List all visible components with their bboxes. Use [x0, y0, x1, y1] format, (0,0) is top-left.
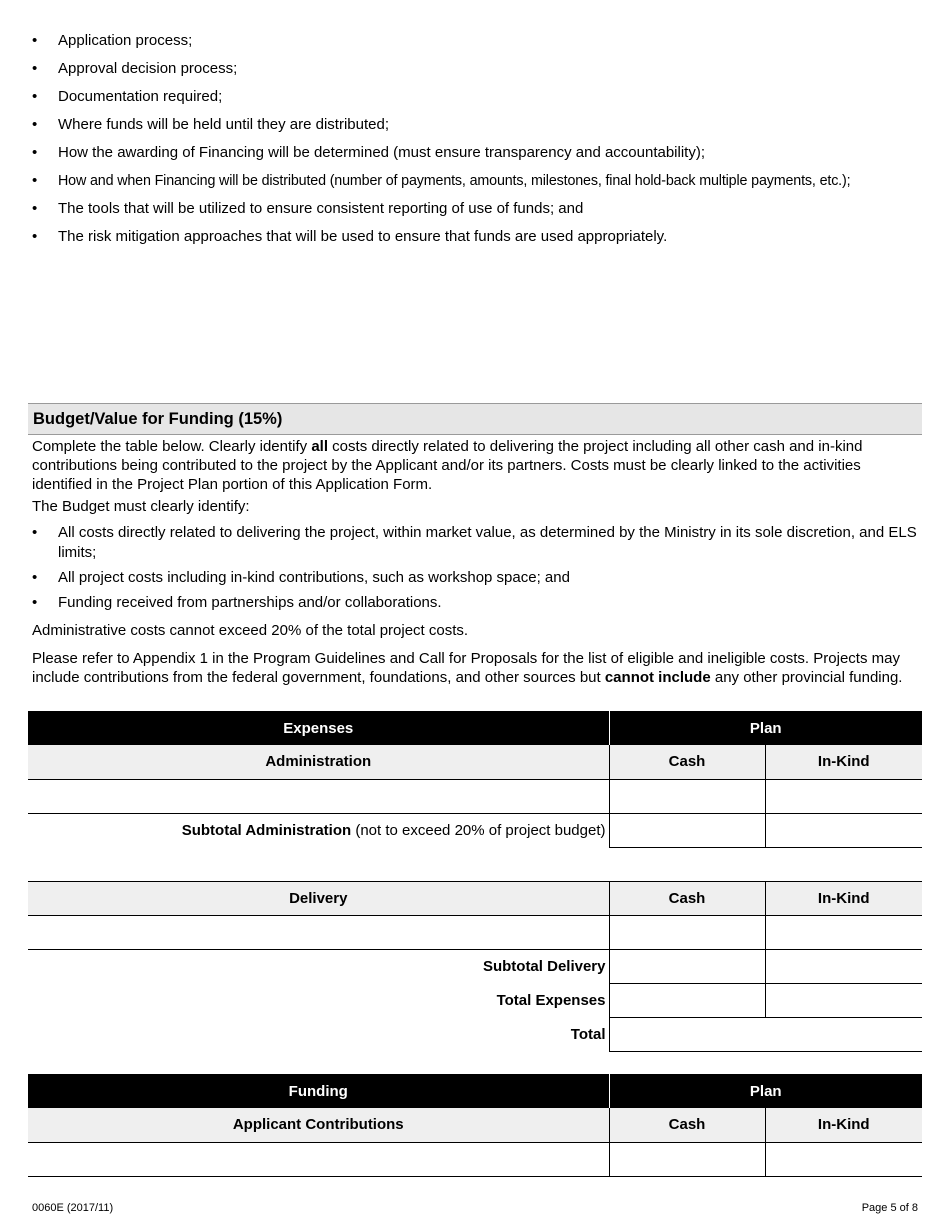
subtotal-administration-label: Subtotal Administration (not to exceed 20% of project budget): [181, 821, 606, 839]
list-item: • How the awarding of Financing will be determined (must ensure transparency and accountability);: [28, 142, 928, 170]
list-item: • How and when Financing will be distributed (number of payments, amounts, milestones, final hold-back multiple payments, etc.);: [28, 170, 928, 198]
subtotal-delivery-cash-field[interactable]: [609, 949, 765, 983]
bullet-icon: •: [32, 60, 38, 77]
administration-header: Administration: [28, 745, 609, 779]
list-item: • Where funds will be held until they are distributed;: [28, 114, 928, 142]
funding-table: [28, 1074, 922, 1177]
bullet-icon: •: [32, 88, 38, 105]
table-row: [28, 1142, 922, 1176]
list-item: • All costs directly related to delivering the project, within market value, as determined by the Ministry in its sole discretion, and ELS limits;: [32, 524, 917, 561]
bullet-icon: •: [32, 32, 38, 49]
budget-bullet-list: [28, 523, 922, 618]
delivery-inkind-input[interactable]: [765, 915, 922, 949]
bullet-icon: •: [32, 144, 38, 161]
page-number: Page 5 of 8: [861, 1202, 918, 1214]
plan-header: Plan: [609, 1074, 922, 1108]
cash-header: Cash: [609, 881, 765, 915]
table-header-row: [28, 1074, 922, 1108]
budget-section-title: Budget/Value for Funding (15%): [28, 403, 922, 435]
list-item: • The risk mitigation approaches that will be used to ensure that funds are used appropriately.: [28, 226, 928, 254]
administration-inkind-input[interactable]: [765, 779, 922, 813]
admin-cost-note: Administrative costs cannot exceed 20% of the total project costs.: [32, 622, 469, 639]
total-field[interactable]: [609, 1017, 922, 1051]
inkind-header: In-Kind: [765, 881, 922, 915]
list-item: • Funding received from partnerships and/or collaborations.: [32, 594, 442, 611]
inkind-header: In-Kind: [765, 745, 922, 779]
table-subheader-row: [28, 881, 922, 915]
administration-cash-input[interactable]: [609, 779, 765, 813]
total-expenses-inkind-field[interactable]: [765, 983, 922, 1017]
subtotal-delivery-label: Subtotal Delivery: [482, 957, 606, 975]
list-item: • The tools that will be utilized to ensure consistent reporting of use of funds; and: [28, 198, 928, 226]
subtotal-delivery-row: [28, 949, 922, 983]
expenses-header: Expenses: [28, 711, 609, 745]
plan-header: Plan: [609, 711, 922, 745]
subtotal-administration-row: [28, 813, 922, 847]
total-expenses-cash-field[interactable]: [609, 983, 765, 1017]
bullet-icon: •: [32, 524, 38, 541]
bullet-icon: •: [32, 200, 38, 217]
delivery-header: Delivery: [28, 881, 609, 915]
administration-item-input[interactable]: [28, 779, 609, 813]
top-bullet-list: [28, 30, 928, 254]
delivery-cash-input[interactable]: [609, 915, 765, 949]
budget-intro: Complete the table below. Clearly identify all costs directly related to delivering the project including all other cash and in-kind contributions being contributed to the project by the Applicant and/or its partners. Costs must be clearly linked to the activities identified in the Project Plan portion of this Application Form.: [32, 438, 863, 493]
total-expenses-row: [28, 983, 922, 1017]
cash-header: Cash: [609, 1108, 765, 1142]
table-subheader-row: [28, 1108, 922, 1142]
applicant-cash-input[interactable]: [609, 1142, 765, 1176]
list-item: • Documentation required;: [28, 86, 928, 114]
table-header-row: [28, 711, 922, 745]
bullet-icon: •: [32, 594, 38, 611]
list-item: • Application process;: [28, 30, 928, 58]
applicant-contributions-header: Applicant Contributions: [28, 1108, 609, 1142]
total-label: Total: [570, 1025, 606, 1043]
subtotal-administration-inkind-field[interactable]: [765, 813, 922, 847]
applicant-contribution-item-input[interactable]: [28, 1142, 609, 1176]
budget-must-identify: The Budget must clearly identify:: [32, 498, 250, 515]
total-row: [28, 1017, 922, 1051]
total-expenses-label: Total Expenses: [496, 991, 606, 1009]
bullet-icon: •: [32, 172, 38, 189]
expenses-table: [28, 711, 922, 1052]
table-row: [28, 779, 922, 813]
inkind-header: In-Kind: [765, 1108, 922, 1142]
cash-header: Cash: [609, 745, 765, 779]
applicant-inkind-input[interactable]: [765, 1142, 922, 1176]
bullet-icon: •: [32, 228, 38, 245]
funding-header: Funding: [28, 1074, 609, 1108]
bullet-icon: •: [32, 116, 38, 133]
appendix-reference: Please refer to Appendix 1 in the Program Guidelines and Call for Proposals for the list of eligible and ineligible costs. Projects may include contributions from the federal government, foundations, and other sources but cannot include any other provincial funding.: [32, 650, 903, 686]
table-subheader-row: [28, 745, 922, 779]
list-item: • Approval decision process;: [28, 58, 928, 86]
delivery-item-input[interactable]: [28, 915, 609, 949]
list-item: • All project costs including in-kind contributions, such as workshop space; and: [32, 569, 570, 586]
form-code: 0060E (2017/11): [32, 1202, 114, 1214]
subtotal-delivery-inkind-field[interactable]: [765, 949, 922, 983]
subtotal-administration-cash-field[interactable]: [609, 813, 765, 847]
table-row: [28, 915, 922, 949]
bullet-icon: •: [32, 569, 38, 586]
